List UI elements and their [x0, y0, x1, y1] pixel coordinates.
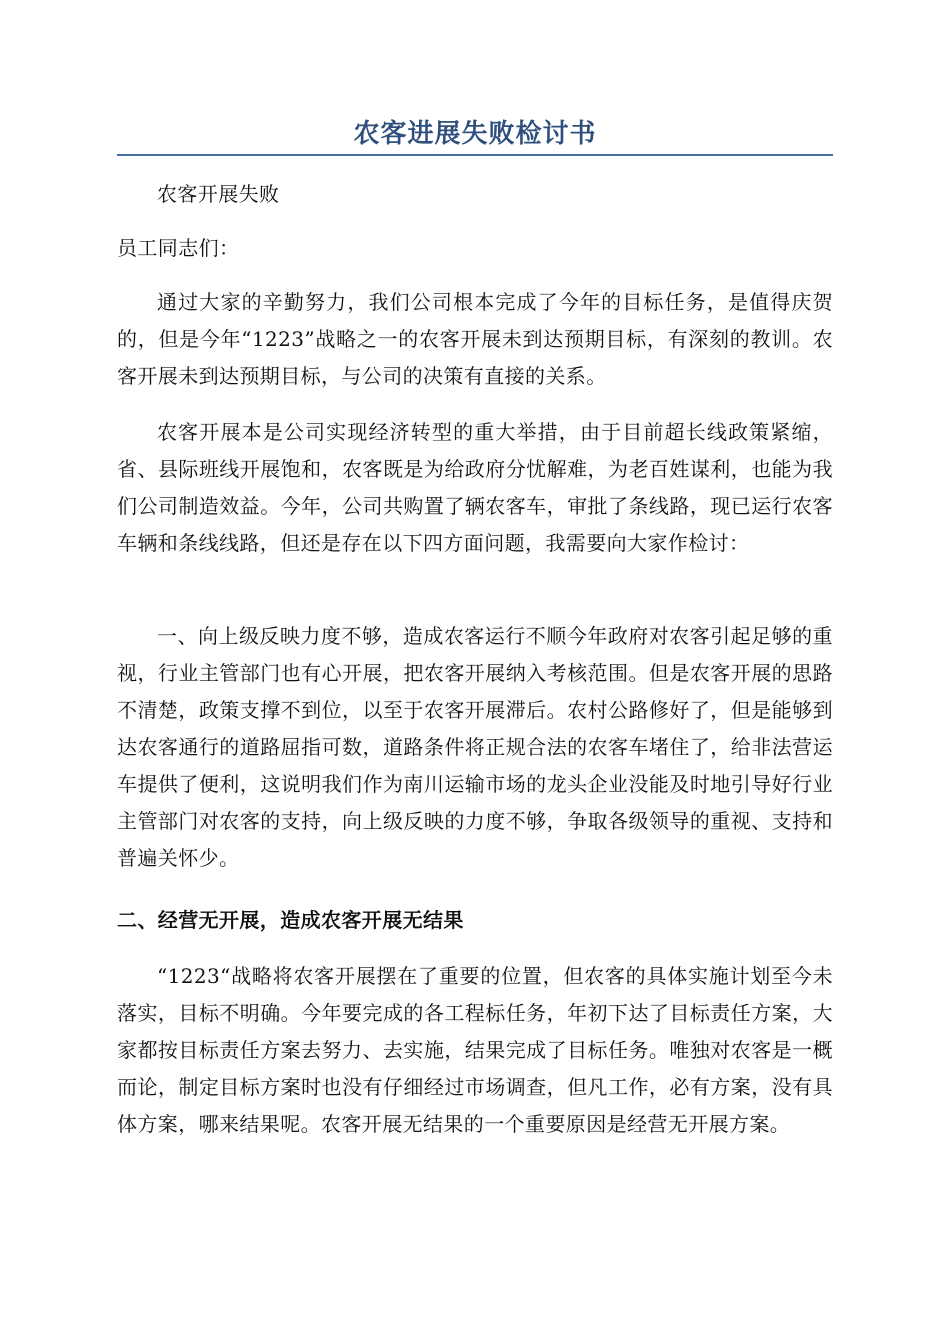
paragraph-2: 农客开展本是公司实现经济转型的重大举措，由于目前超长线政策紧缩，省、县际班线开展饱和，农客既是为给政府分忧解难，为老百姓谋利，也能为我们公司制造效益。今年，公司共购置了辆农客车，审批了条线路，现已运行农客车辆和条线线路，但还是存在以下四方面问题，我需要向大家作检讨： — [117, 420, 833, 555]
page-title: 农客进展失败检讨书 — [117, 116, 833, 156]
subtitle: 农客开展失败 — [157, 182, 280, 206]
paragraph-3: 一、向上级反映力度不够，造成农客运行不顺今年政府对农客引起足够的重视，行业主管部门也有心开展，把农客开展纳入考核范围。但是农客开展的思路不清楚，政策支撑不到位，以至于农客开展滞后。农村公路修好了，但是能够到达农客通行的道路屈指可数，道路条件将正规合法的农客车堵住了，给非法营运车提供了便利，这说明我们作为南川运输市场的龙头企业没能及时地引导好行业主管部门对农客的支持，向上级反映的力度不够，争取各级领导的重视、支持和普遍关怀少。 — [117, 624, 833, 870]
section-heading: 二、经营无开展，造成农客开展无结果 — [117, 908, 464, 932]
salutation: 员工同志们： — [117, 236, 240, 260]
section-paragraph: “1223“战略将农客开展摆在了重要的位置，但农客的具体实施计划至今未落实，目标不明确。今年要完成的各工程标任务，年初下达了目标责任方案，大家都按目标责任方案去努力、去实施，结果完成了目标任务。唯独对农客是一概而论，制定目标方案时也没有仔细经过市场调查，但凡工作，必有方案，没有具体方案，哪来结果呢。农客开展无结果的一个重要原因是经营无开展方案。 — [117, 964, 833, 1136]
paragraph-1: 通过大家的辛勤努力，我们公司根本完成了今年的目标任务，是值得庆贺的，但是今年“1223”战略之一的农客开展未到达预期目标，有深刻的教训。农客开展未到达预期目标，与公司的决策有直接的关系。 — [117, 290, 833, 388]
